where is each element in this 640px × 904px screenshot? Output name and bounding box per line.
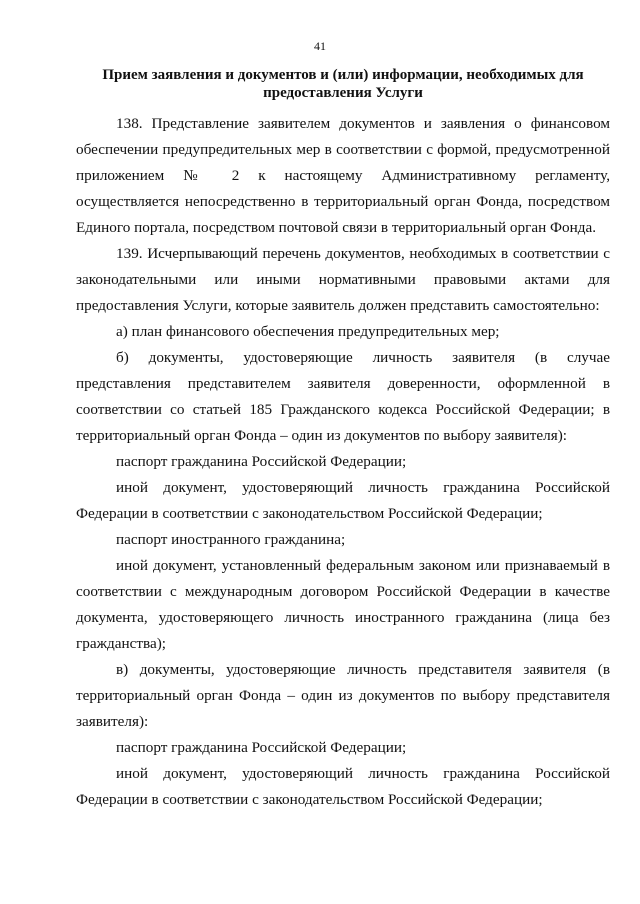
list-item-v: в) документы, удостоверяющие личность представителя заявителя (в территориальный орган Фонда – один из документов по выбору представителя заявителя): bbox=[76, 661, 610, 730]
section-heading-line-1: Прием заявления и документов и (или) информации, необходимых для bbox=[102, 67, 584, 83]
list-item-v-2: иной документ, удостоверяющий личность гражданина Российской Федерации в соответствии с законодательством Российской Федерации; bbox=[76, 765, 610, 808]
list-item-b-2: иной документ, удостоверяющий личность гражданина Российской Федерации в соответствии с законодательством Российской Федерации; bbox=[76, 479, 610, 522]
document-body bbox=[76, 111, 610, 813]
list-item-b-1: паспорт гражданина Российской Федерации; bbox=[116, 453, 407, 470]
section-heading-line-2: предоставления Услуги bbox=[263, 85, 423, 101]
list-item-b-3: паспорт иностранного гражданина; bbox=[116, 531, 346, 548]
list-item-a: а) план финансового обеспечения предупредительных мер; bbox=[116, 323, 500, 340]
paragraph-139: 139. Исчерпывающий перечень документов, необходимых в соответствии с законодательными или иными нормативными правовыми актами для предоставления Услуги, которые заявитель должен представить самостоятельно: bbox=[76, 245, 610, 314]
page-number: 41 bbox=[314, 39, 326, 53]
list-item-b-4: иной документ, установленный федеральным законом или признаваемый в соответствии с международным договором Российской Федерации в качестве документа, удостоверяющего личность иностранного гражданина (лица без гражданства); bbox=[76, 557, 610, 652]
list-item-b: б) документы, удостоверяющие личность заявителя (в случае представления представителем заявителя доверенности, оформленной в соответствии со статьей 185 Гражданского кодекса Российской Федерации; в территориальный орган Фонда – один из документов по выбору заявителя): bbox=[76, 349, 610, 444]
section-heading bbox=[76, 66, 610, 102]
list-item-v-1: паспорт гражданина Российской Федерации; bbox=[116, 739, 407, 756]
paragraph-138: 138. Представление заявителем документов и заявления о финансовом обеспечении предупредительных мер в соответствии с формой, предусмотренной приложением № 2 к настоящему Административному регламенту, осуществляется непосредственно в территориальный орган Фонда, посредством Единого портала, посредством почтовой связи в территориальный орган Фонда. bbox=[76, 115, 610, 236]
